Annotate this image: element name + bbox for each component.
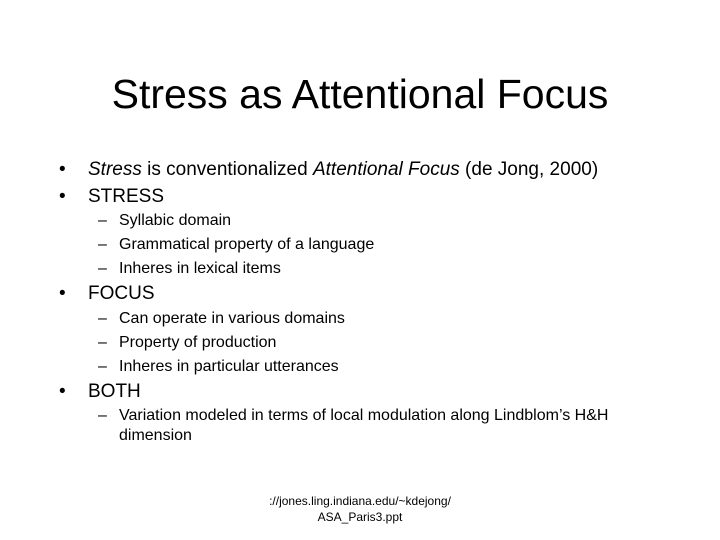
dash-marker: – xyxy=(98,334,107,351)
bullet-marker: • xyxy=(59,186,66,207)
attentional-focus-emphasis: Attentional Focus xyxy=(312,159,460,180)
bullet-focus xyxy=(59,282,155,306)
dash-marker: – xyxy=(98,212,107,229)
bullet-label: FOCUS xyxy=(88,283,155,304)
bullet-both xyxy=(59,380,141,404)
citation: (de Jong, 2000) xyxy=(459,159,599,180)
slide-footer xyxy=(0,493,720,525)
dash-marker: – xyxy=(98,310,107,327)
dash-marker: – xyxy=(98,358,107,375)
sub-item-text: Variation modeled in terms of local modulation along Lindblom’s H&H dimension xyxy=(119,407,609,444)
bullet-label: BOTH xyxy=(88,381,141,402)
bullet-marker: • xyxy=(59,159,66,180)
sub-item xyxy=(98,308,345,329)
definition-middle: is conventionalized xyxy=(141,159,313,180)
bullet-stress-definition xyxy=(59,158,598,182)
bullet-label: STRESS xyxy=(88,186,165,207)
bullet-stress xyxy=(59,185,164,209)
footer-url: ://jones.ling.indiana.edu/~kdejong/ xyxy=(269,494,451,508)
sub-item xyxy=(98,332,276,353)
sub-item-text: Can operate in various domains xyxy=(119,310,345,327)
sub-item-text: Inheres in lexical items xyxy=(119,260,281,277)
sub-item xyxy=(98,210,231,231)
slide-title: Stress as Attentional Focus xyxy=(111,71,609,117)
footer-filename: ASA_Paris3.ppt xyxy=(317,510,403,524)
dash-marker: – xyxy=(98,407,107,424)
bullet-marker: • xyxy=(59,381,66,402)
sub-item xyxy=(98,234,374,255)
dash-marker: – xyxy=(98,236,107,253)
stress-emphasis: Stress xyxy=(88,159,142,180)
dash-marker: – xyxy=(98,260,107,277)
sub-item xyxy=(98,258,281,279)
bullet-marker: • xyxy=(59,283,66,304)
sub-item xyxy=(98,406,649,446)
sub-item-text: Property of production xyxy=(119,334,277,351)
sub-item-text: Syllabic domain xyxy=(119,212,232,229)
sub-item-text: Grammatical property of a language xyxy=(119,236,375,253)
sub-item xyxy=(98,356,339,377)
sub-item-text: Inheres in particular utterances xyxy=(119,358,339,375)
